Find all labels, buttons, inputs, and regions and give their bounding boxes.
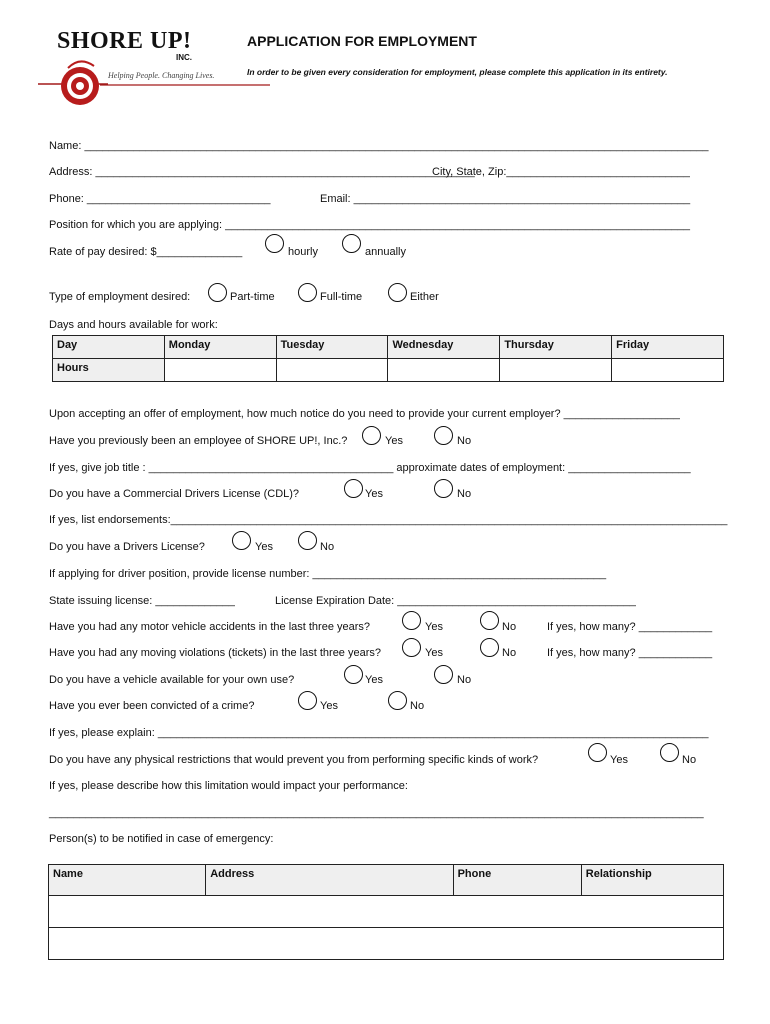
part-time-label: Part-time [230, 291, 275, 303]
annually-label: annually [365, 246, 406, 258]
page-title: APPLICATION FOR EMPLOYMENT [247, 33, 477, 49]
vehicle-question: Do you have a vehicle available for your own use? [49, 674, 295, 686]
vehicle-no-label: No [457, 674, 472, 686]
logo-inc: INC. [176, 53, 192, 62]
tuesday-header: Tuesday [276, 336, 388, 359]
schedule-table [52, 335, 724, 382]
phone-field[interactable]: Phone: ______________________________ [49, 193, 271, 205]
logo-tagline: Helping People. Changing Lives. [108, 71, 215, 80]
logo-swirl-icon [38, 48, 108, 108]
vehicle-no-radio[interactable] [434, 665, 453, 684]
emergency-name-header: Name [49, 865, 206, 896]
license-expiration-field[interactable]: License Expiration Date: _______________________________________ [275, 595, 636, 607]
prev-employee-question: Have you previously been an employee of SHORE UP!, Inc.? [49, 435, 348, 447]
emergency-table [48, 864, 724, 960]
name-field[interactable]: Name: ______________________________________________________________________________________________________ [49, 140, 709, 152]
crime-no-radio[interactable] [388, 691, 407, 710]
emergency-phone-header: Phone [453, 865, 581, 896]
accidents-how-many-field[interactable]: If yes, how many? ____________ [547, 621, 713, 633]
cdl-no-radio[interactable] [434, 479, 453, 498]
accidents-no-label: No [502, 621, 517, 633]
accidents-question: Have you had any motor vehicle accidents in the last three years? [49, 621, 371, 633]
violations-no-radio[interactable] [480, 638, 499, 657]
day-header: Day [53, 336, 165, 359]
position-field[interactable]: Position for which you are applying: ____________________________________________________________________________ [49, 219, 691, 231]
logo-title: SHORE UP! [57, 28, 192, 54]
drivers-license-question: Do you have a Drivers License? [49, 541, 205, 553]
vehicle-yes-label: Yes [365, 674, 383, 686]
describe-field[interactable]: ___________________________________________________________________________________________________________ [49, 807, 704, 819]
hourly-label: hourly [288, 246, 318, 258]
wednesday-hours-cell[interactable] [388, 359, 500, 382]
monday-header: Monday [164, 336, 276, 359]
hours-header: Hours [53, 359, 165, 382]
restrictions-no-radio[interactable] [660, 743, 679, 762]
crime-question: Have you ever been convicted of a crime? [49, 700, 255, 712]
emergency-relationship-header: Relationship [581, 865, 723, 896]
crime-yes-label: Yes [320, 700, 338, 712]
accidents-no-radio[interactable] [480, 611, 499, 630]
employment-type-label: Type of employment desired: [49, 291, 191, 303]
explain-field[interactable]: If yes, please explain: __________________________________________________________________________________________ [49, 727, 709, 739]
thursday-header: Thursday [500, 336, 612, 359]
thursday-hours-cell[interactable] [500, 359, 612, 382]
either-label: Either [410, 291, 439, 303]
state-issuing-field[interactable]: State issuing license: _____________ [49, 595, 235, 607]
tuesday-hours-cell[interactable] [276, 359, 388, 382]
restrictions-no-label: No [682, 754, 697, 766]
friday-header: Friday [612, 336, 724, 359]
days-hours-label: Days and hours available for work: [49, 319, 218, 331]
email-field[interactable]: Email: _______________________________________________________ [320, 193, 691, 205]
violations-question: Have you had any moving violations (tickets) in the last three years? [49, 647, 381, 659]
job-title-field[interactable]: If yes, give job title : ________________________________________ approximate dates of employment: ____________________ [49, 462, 691, 474]
cdl-yes-label: Yes [365, 488, 383, 500]
monday-hours-cell[interactable] [164, 359, 276, 382]
license-number-field[interactable]: If applying for driver position, provide license number: ________________________________________________ [49, 568, 607, 580]
city-state-zip-field[interactable]: City, State, Zip:______________________________ [432, 166, 690, 178]
accidents-yes-label: Yes [425, 621, 443, 633]
cdl-yes-radio[interactable] [344, 479, 363, 498]
emergency-row[interactable] [49, 928, 724, 960]
emergency-label: Person(s) to be notified in case of emergency: [49, 833, 274, 845]
full-time-label: Full-time [320, 291, 363, 303]
drivers-yes-radio[interactable] [232, 531, 251, 550]
friday-hours-cell[interactable] [612, 359, 724, 382]
drivers-no-label: No [320, 541, 335, 553]
endorsements-field[interactable]: If yes, list endorsements:___________________________________________________________________________________________ [49, 514, 728, 526]
page-subtitle: In order to be given every consideration for employment, please complete this application in its entirety. [247, 67, 668, 77]
accidents-yes-radio[interactable] [402, 611, 421, 630]
restrictions-yes-radio[interactable] [588, 743, 607, 762]
violations-how-many-field[interactable]: If yes, how many? ____________ [547, 647, 713, 659]
hourly-radio[interactable] [265, 234, 284, 253]
crime-yes-radio[interactable] [298, 691, 317, 710]
emergency-address-header: Address [206, 865, 453, 896]
prev-employee-yes-radio[interactable] [362, 426, 381, 445]
wednesday-header: Wednesday [388, 336, 500, 359]
either-radio[interactable] [388, 283, 407, 302]
full-time-radio[interactable] [298, 283, 317, 302]
describe-label: If yes, please describe how this limitation would impact your performance: [49, 780, 408, 792]
prev-employee-no-label: No [457, 435, 472, 447]
cdl-question: Do you have a Commercial Drivers License (CDL)? [49, 488, 300, 500]
violations-no-label: No [502, 647, 517, 659]
pay-field[interactable]: Rate of pay desired: $______________ [49, 246, 243, 258]
part-time-radio[interactable] [208, 283, 227, 302]
restrictions-question: Do you have any physical restrictions that would prevent you from performing specific kinds of work? [49, 754, 539, 766]
address-field[interactable]: Address: ______________________________________________________________ [49, 166, 475, 178]
restrictions-yes-label: Yes [610, 754, 628, 766]
crime-no-label: No [410, 700, 425, 712]
emergency-row[interactable] [49, 896, 724, 928]
cdl-no-label: No [457, 488, 472, 500]
prev-employee-no-radio[interactable] [434, 426, 453, 445]
violations-yes-radio[interactable] [402, 638, 421, 657]
drivers-no-radio[interactable] [298, 531, 317, 550]
notice-field[interactable]: Upon accepting an offer of employment, how much notice do you need to provide your current employer? ___________________ [49, 408, 680, 420]
prev-employee-yes-label: Yes [385, 435, 403, 447]
annually-radio[interactable] [342, 234, 361, 253]
violations-yes-label: Yes [425, 647, 443, 659]
drivers-yes-label: Yes [255, 541, 273, 553]
vehicle-yes-radio[interactable] [344, 665, 363, 684]
